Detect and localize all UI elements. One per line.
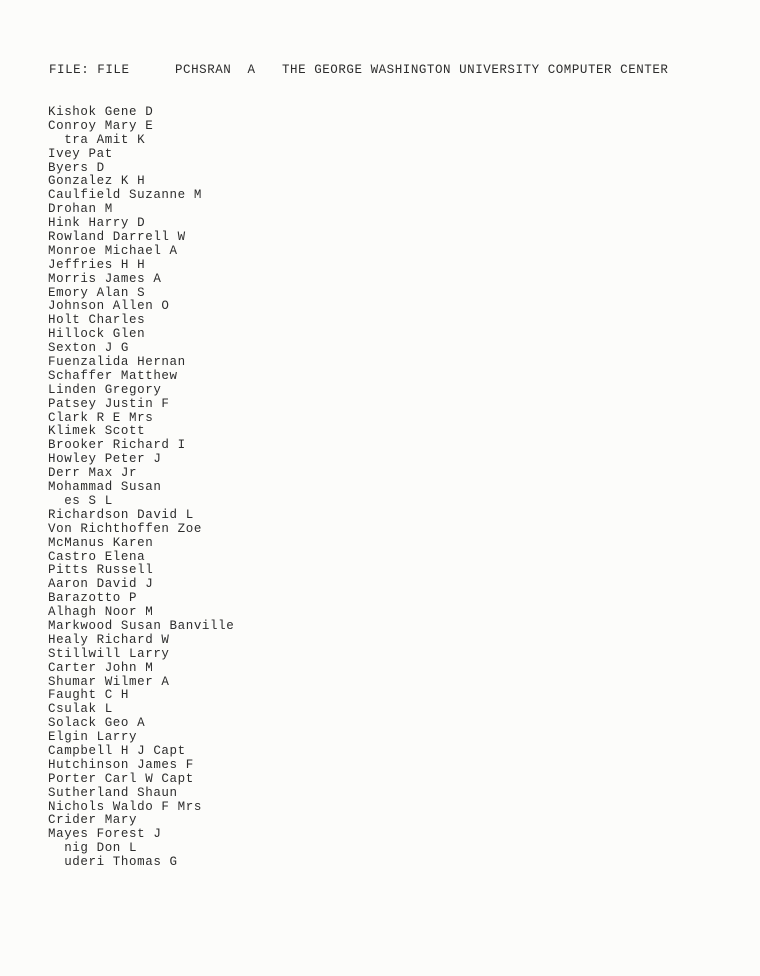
name-entry: uderi Thomas G xyxy=(48,855,178,870)
name-entry: Monroe Michael A xyxy=(48,243,178,258)
name-entry: Jeffries H H xyxy=(48,257,146,272)
name-entry: Rowland Darrell W xyxy=(48,230,186,245)
name-entry: Brooker Richard I xyxy=(48,438,186,453)
name-entry: Caulfield Suzanne M xyxy=(48,188,202,203)
name-entry: Howley Peter J xyxy=(48,452,162,467)
name-entry: Morris James A xyxy=(48,271,162,286)
name-entry: Nichols Waldo F Mrs xyxy=(48,799,202,814)
name-entry: es S L xyxy=(48,493,113,508)
name-entry: Csulak L xyxy=(48,702,113,717)
name-entry: Johnson Allen O xyxy=(48,299,170,314)
name-entry: Campbell H J Capt xyxy=(48,743,186,758)
name-entry: Derr Max Jr xyxy=(48,466,138,481)
name-entry: tra Amit K xyxy=(48,132,146,147)
printout-header xyxy=(49,63,668,77)
name-entry: Sexton J G xyxy=(48,341,130,356)
name-entry: Klimek Scott xyxy=(48,424,146,439)
name-entry: Hutchinson James F xyxy=(48,757,194,772)
name-entry: Crider Mary xyxy=(48,813,138,828)
name-entry: nig Don L xyxy=(48,841,138,856)
name-entry: Conroy Mary E xyxy=(48,118,154,133)
name-entry: Markwood Susan Banville xyxy=(48,618,235,633)
name-entry: Emory Alan S xyxy=(48,285,146,300)
name-entry: Carter John M xyxy=(48,660,154,675)
name-entry: Faught C H xyxy=(48,688,130,703)
name-entry: Barazotto P xyxy=(48,591,138,606)
header-title: THE GEORGE WASHINGTON UNIVERSITY COMPUTER CENTER xyxy=(282,63,669,77)
name-entry: Aaron David J xyxy=(48,577,154,592)
name-entry: Porter Carl W Capt xyxy=(48,771,194,786)
name-entry: Patsey Justin F xyxy=(48,396,170,411)
name-entry: Hink Harry D xyxy=(48,216,146,231)
name-entry: Sutherland Shaun xyxy=(48,785,178,800)
name-entry: Holt Charles xyxy=(48,313,146,328)
name-entry: Drohan M xyxy=(48,202,113,217)
name-entry: Linden Gregory xyxy=(48,382,162,397)
name-entry: Solack Geo A xyxy=(48,716,146,731)
name-entry: Byers D xyxy=(48,160,105,175)
name-entry: Hillock Glen xyxy=(48,327,146,342)
file-label: FILE: FILE xyxy=(49,63,130,77)
name-entry: Fuenzalida Hernan xyxy=(48,355,186,370)
name-entry: Pitts Russell xyxy=(48,563,154,578)
name-entry: Gonzalez K H xyxy=(48,174,146,189)
name-entry: Schaffer Matthew xyxy=(48,368,178,383)
name-entry: Stillwill Larry xyxy=(48,646,170,661)
name-entry: Castro Elena xyxy=(48,549,146,564)
name-entry: Alhagh Noor M xyxy=(48,605,154,620)
name-entry: Shumar Wilmer A xyxy=(48,674,170,689)
name-entry: Mayes Forest J xyxy=(48,827,162,842)
program-label: PCHSRAN A xyxy=(175,63,256,77)
names-list xyxy=(48,106,234,870)
name-entry: Richardson David L xyxy=(48,507,194,522)
name-entry: Elgin Larry xyxy=(48,730,138,745)
name-entry: Clark R E Mrs xyxy=(48,410,154,425)
name-entry: Von Richthoffen Zoe xyxy=(48,521,202,536)
name-entry: Kishok Gene D xyxy=(48,105,154,119)
name-entry: Ivey Pat xyxy=(48,146,113,161)
name-entry: McManus Karen xyxy=(48,535,154,550)
name-entry: Healy Richard W xyxy=(48,632,170,647)
name-entry: Mohammad Susan xyxy=(48,480,162,495)
